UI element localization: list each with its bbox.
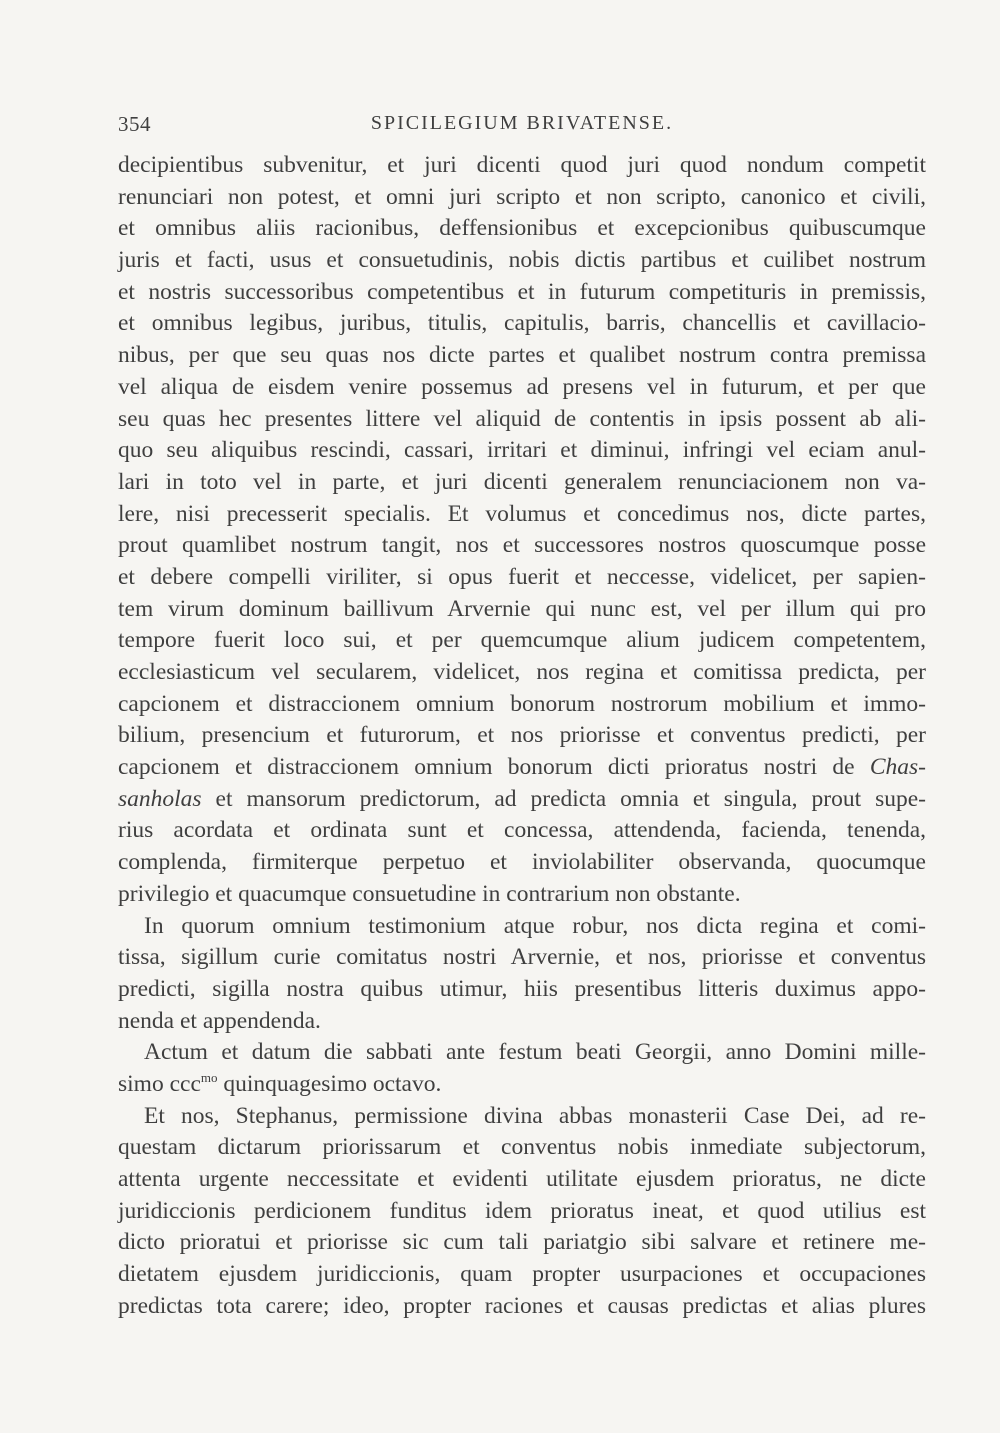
line-text: decipientibus subvenitur, et juri dicenti quod juri quod nondum competit	[118, 152, 926, 178]
line-text: vel aliqua de eisdem venire possemus ad presens vel in futurum, et per que	[118, 373, 926, 400]
text-line	[118, 245, 926, 277]
text-line	[118, 1164, 926, 1196]
line-text: dicto prioratui et priorisse sic cum tali pariatgio sibi salvare et retinere me-	[118, 1229, 926, 1256]
text-line	[118, 1259, 926, 1291]
text-line	[118, 784, 926, 816]
body-text	[118, 150, 926, 1322]
line-text: predicti, sigilla nostra quibus utimur, hiis presentibus litteris duximus appo-	[118, 975, 926, 1002]
line-text: renunciari non potest, et omni juri scripto et non scripto, canonico et civili,	[118, 183, 926, 210]
text-line	[118, 689, 926, 721]
text-line	[118, 499, 926, 531]
line-text: juridiccionis perdicionem funditus idem prioratus ineat, et quod utilius est	[118, 1197, 926, 1224]
line-text: Et nos, Stephanus, permissione divina abbas monasterii Case Dei, ad re-	[144, 1102, 926, 1129]
text-line	[118, 150, 926, 182]
text-line	[118, 562, 926, 594]
line-text: capcionem et distraccionem omnium bonorum nostrorum mobilium et immo-	[118, 690, 926, 717]
line-text: prout quamlibet nostrum tangit, nos et successores nostros quoscumque posse	[118, 532, 926, 559]
line-text: nenda et appendenda.	[118, 1007, 321, 1034]
line-text: Actum et datum die sabbati ante festum beati Georgii, anno Domini mille-	[144, 1039, 926, 1066]
text-line	[118, 467, 926, 499]
italic-text: sanholas	[118, 785, 202, 812]
line-text: et omnibus legibus, juribus, titulis, capitulis, barris, chancellis et cavillacio-	[118, 310, 926, 337]
text-line	[118, 625, 926, 657]
line-text: tissa, sigillum curie comitatus nostri Arvernie, et nos, priorisse et conventus	[118, 944, 926, 971]
text-line	[118, 1006, 926, 1038]
text-line	[118, 1227, 926, 1259]
text-line	[118, 435, 926, 467]
line-text: quinquagesimo octavo.	[217, 1070, 442, 1097]
text-line	[118, 1196, 926, 1228]
line-text: dietatem ejusdem juridiccionis, quam propter usurpaciones et occupaciones	[118, 1261, 926, 1288]
text-line	[118, 404, 926, 436]
italic-text: Chas-	[869, 754, 926, 781]
text-line	[118, 657, 926, 689]
line-text: et mansorum predictorum, ad predicta omnia et singula, prout supe-	[201, 785, 926, 812]
text-line	[118, 1069, 926, 1101]
text-line	[118, 182, 926, 214]
text-line	[118, 847, 926, 879]
superscript: mo	[200, 1070, 218, 1086]
text-line	[118, 1037, 926, 1069]
line-text: lere, nisi precesserit specialis. Et volumus et concedimus nos, dicte partes,	[118, 500, 926, 527]
text-line	[118, 1132, 926, 1164]
text-line	[118, 942, 926, 974]
text-line	[118, 752, 926, 784]
line-text: bilium, presencium et futurorum, et nos priorisse et conventus predicti, per	[118, 722, 926, 749]
line-text: ecclesiasticum vel secularem, videlicet, nos regina et comitissa predicta, per	[118, 659, 926, 685]
line-text: capcionem et distraccionem omnium bonorum dicti prioratus nostri de	[118, 754, 870, 781]
line-text: attenta urgente neccessitate et evidenti utilitate ejusdem prioratus, ne dicte	[118, 1166, 926, 1192]
text-line	[118, 308, 926, 340]
text-line	[118, 879, 926, 911]
text-line	[118, 372, 926, 404]
line-text: nibus, per que seu quas nos dicte partes et qualibet nostrum contra premissa	[118, 342, 926, 369]
running-title: SPICILEGIUM BRIVATENSE.	[370, 112, 674, 134]
line-text: In quorum omnium testimonium atque robur, nos dicta regina et comi-	[144, 912, 926, 939]
line-text: juris et facti, usus et consuetudinis, nobis dictis partibus et cuilibet nostrum	[118, 247, 926, 274]
text-line	[118, 1101, 926, 1133]
line-text: quo seu aliquibus rescindi, cassari, irritari et diminui, infringi vel eciam anul-	[118, 437, 926, 464]
text-line	[118, 213, 926, 245]
text-line	[118, 815, 926, 847]
line-text: tem virum dominum baillivum Arvernie qui nunc est, vel per illum qui pro	[118, 595, 926, 622]
text-line	[118, 594, 926, 626]
line-text: et omnibus aliis racionibus, deffensionibus et excepcionibus quibuscumque	[118, 215, 926, 242]
line-text: questam dictarum priorissarum et conventus nobis inmediate subjectorum,	[118, 1134, 926, 1161]
line-text: privilegio et quacumque consuetudine in contrarium non obstante.	[118, 880, 741, 907]
page-header	[118, 112, 926, 142]
line-text: lari in toto vel in parte, et juri dicenti generalem renunciacionem non va-	[118, 468, 926, 495]
text-line	[118, 1291, 926, 1323]
line-text: complenda, firmiterque perpetuo et inviolabiliter observanda, quocumque	[118, 849, 926, 876]
text-line	[118, 720, 926, 752]
line-text: et nostris successoribus competentibus et in futurum competituris in premissis,	[118, 278, 926, 305]
text-line	[118, 974, 926, 1006]
text-line	[118, 911, 926, 943]
line-text: seu quas hec presentes littere vel aliquid de contentis in ipsis possent ab ali-	[118, 405, 926, 432]
line-text: tempore fuerit loco sui, et per quemcumque alium judicem competentem,	[118, 627, 926, 654]
page-number: 354	[118, 112, 151, 136]
line-text: rius acordata et ordinata sunt et concessa, attendenda, facienda, tenenda,	[118, 817, 926, 844]
text-line	[118, 530, 926, 562]
line-text: et debere compelli viriliter, si opus fuerit et neccesse, videlicet, per sapien-	[118, 563, 926, 590]
text-line	[118, 277, 926, 309]
text-line	[118, 340, 926, 372]
line-text: predictas tota carere; ideo, propter raciones et causas predictas et alias plures	[118, 1292, 926, 1319]
line-text: simo ccc	[118, 1070, 201, 1097]
